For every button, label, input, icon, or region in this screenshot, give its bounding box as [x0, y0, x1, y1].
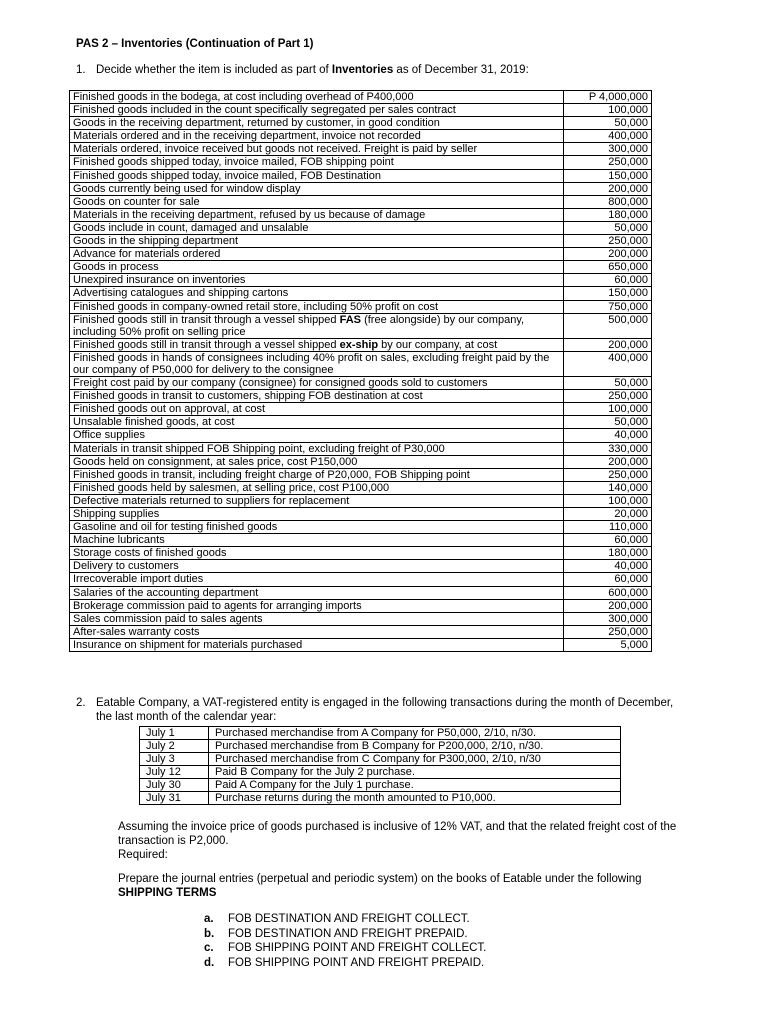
- table-row: [70, 599, 652, 612]
- table-row: [70, 221, 652, 234]
- table-row: [70, 586, 652, 599]
- option-letter: b.: [204, 927, 215, 940]
- transaction-date: July 2: [140, 740, 209, 753]
- table-row: [70, 521, 652, 534]
- item-value: 800,000: [564, 195, 652, 208]
- item-description: [70, 416, 564, 429]
- transaction-description: Paid A Company for the July 1 purchase.: [209, 779, 621, 792]
- item-value: 60,000: [564, 534, 652, 547]
- item-description: [70, 560, 564, 573]
- item-value: 40,000: [564, 429, 652, 442]
- item-description-part: Freight cost paid by our company (consignee) for consigned goods sold to customers: [73, 377, 488, 390]
- table-row: [70, 638, 652, 651]
- item-description: [70, 130, 564, 143]
- item-value: 100,000: [564, 104, 652, 117]
- transaction-date: July 12: [140, 766, 209, 779]
- item-value: 50,000: [564, 117, 652, 130]
- transaction-row: [140, 753, 621, 766]
- shipping-terms-options: [204, 912, 486, 970]
- table-row: [70, 481, 652, 494]
- item-description-part: Irrecoverable import duties: [73, 573, 204, 586]
- item-description-part: Insurance on shipment for materials purchased: [73, 638, 303, 651]
- question-1-number: 1.: [76, 64, 86, 76]
- item-description-part: by our company, at cost: [378, 338, 498, 351]
- item-value: 650,000: [564, 261, 652, 274]
- item-description: [70, 195, 564, 208]
- table-row: [70, 338, 652, 351]
- transactions-body: [140, 727, 621, 805]
- item-description: [70, 494, 564, 507]
- item-description-part: Finished goods still in transit through a vessel shipped: [73, 338, 340, 351]
- table-row: [70, 208, 652, 221]
- item-value: 400,000: [564, 130, 652, 143]
- item-description-part: Finished goods still in transit through a vessel shipped: [73, 313, 340, 326]
- item-description-part: FAS: [339, 313, 362, 326]
- item-description-part: After-sales warranty costs: [73, 625, 200, 638]
- item-value: 330,000: [564, 442, 652, 455]
- shipping-term-option: [204, 912, 486, 927]
- item-value: 500,000: [564, 313, 652, 338]
- table-row: [70, 300, 652, 313]
- item-value: 250,000: [564, 235, 652, 248]
- table-row: [70, 403, 652, 416]
- item-description-part: Finished goods held by salesmen, at selling price, cost P100,000: [73, 481, 390, 494]
- item-description: [70, 638, 564, 651]
- item-description-part: Unsalable finished goods, at cost: [73, 416, 235, 429]
- table-row: [70, 261, 652, 274]
- item-description-part: Sales commission paid to sales agents: [73, 612, 263, 625]
- item-description: [70, 261, 564, 274]
- item-description-part: Materials ordered and in the receiving department, invoice not recorded: [73, 130, 421, 143]
- option-letter: c.: [204, 942, 214, 954]
- item-description-part: Advance for materials ordered: [73, 248, 221, 261]
- item-description: [70, 625, 564, 638]
- table-row: [70, 313, 652, 338]
- transaction-date: July 30: [140, 779, 209, 792]
- item-description: [70, 248, 564, 261]
- item-description-part: Machine lubricants: [73, 534, 165, 547]
- item-description-part: Office supplies: [73, 429, 145, 442]
- item-description: [70, 442, 564, 455]
- question-2-number: 2.: [76, 697, 86, 709]
- item-value: 100,000: [564, 403, 652, 416]
- table-row: [70, 235, 652, 248]
- item-description: [70, 300, 564, 313]
- item-description: [70, 235, 564, 248]
- table-row: [70, 130, 652, 143]
- item-description: [70, 338, 564, 351]
- instruction-block: [118, 872, 718, 900]
- transaction-row: [140, 779, 621, 792]
- shipping-term-option: [204, 927, 486, 942]
- item-description: [70, 287, 564, 300]
- table-row: [70, 508, 652, 521]
- item-description-part: Unexpired insurance on inventories: [73, 274, 246, 287]
- question-2: [76, 696, 676, 724]
- item-description: [70, 274, 564, 287]
- item-description-part: Defective materials returned to suppliers for replacement: [73, 494, 350, 507]
- item-description: [70, 599, 564, 612]
- item-description: [70, 156, 564, 169]
- item-description: [70, 403, 564, 416]
- item-description-part: Goods include in count, damaged and unsalable: [73, 221, 309, 234]
- shipping-term-option: [204, 956, 486, 971]
- transaction-description: Purchased merchandise from C Company for P300,000, 2/10, n/30: [209, 753, 621, 766]
- option-letter: a.: [204, 913, 214, 925]
- assumption-block: [118, 820, 718, 862]
- assumption-text: Assuming the invoice price of goods purchased is inclusive of 12% VAT, and that the related freight cost of the transaction is P2,000.: [118, 821, 677, 847]
- item-description: [70, 521, 564, 534]
- item-description-part: Goods on counter for sale: [73, 195, 200, 208]
- item-value: 200,000: [564, 248, 652, 261]
- item-value: 600,000: [564, 586, 652, 599]
- item-description-part: Finished goods in transit to customers, shipping FOB destination at cost: [73, 390, 423, 403]
- table-row: [70, 351, 652, 376]
- shipping-terms-label: SHIPPING TERMS: [118, 887, 217, 899]
- shipping-term-option: [204, 941, 486, 956]
- question-1: [76, 64, 529, 76]
- question-1-text-after: as of December 31, 2019:: [393, 64, 529, 76]
- item-value: P 4,000,000: [564, 91, 652, 104]
- item-description-part: Gasoline and oil for testing finished goods: [73, 521, 278, 534]
- item-value: 200,000: [564, 455, 652, 468]
- item-description: [70, 351, 564, 376]
- item-value: 50,000: [564, 377, 652, 390]
- item-value: 5,000: [564, 638, 652, 651]
- item-value: 750,000: [564, 300, 652, 313]
- table-row: [70, 455, 652, 468]
- item-description-part: Finished goods in hands of consignees including 40% profit on sales, excluding freight paid by the our company of P50,000 for delivery to the consignee: [73, 351, 550, 376]
- transaction-date: July 31: [140, 792, 209, 805]
- table-row: [70, 547, 652, 560]
- table-row: [70, 429, 652, 442]
- item-description: [70, 91, 564, 104]
- item-value: 400,000: [564, 351, 652, 376]
- item-description-part: Goods in the receiving department, returned by customer, in good condition: [73, 117, 440, 130]
- item-description-part: (free alongside) by our company, including 50% profit on selling price: [73, 313, 525, 338]
- table-row: [70, 182, 652, 195]
- item-value: 200,000: [564, 599, 652, 612]
- item-value: 180,000: [564, 547, 652, 560]
- item-value: 200,000: [564, 182, 652, 195]
- required-label: Required:: [118, 849, 168, 861]
- item-description-part: Materials in the receiving department, refused by us because of damage: [73, 208, 426, 221]
- item-value: 250,000: [564, 390, 652, 403]
- table-row: [70, 104, 652, 117]
- item-value: 150,000: [564, 287, 652, 300]
- item-description-part: Finished goods out on approval, at cost: [73, 403, 266, 416]
- option-text: FOB SHIPPING POINT AND FREIGHT COLLECT.: [228, 942, 487, 954]
- item-value: 60,000: [564, 274, 652, 287]
- item-description: [70, 169, 564, 182]
- table-row: [70, 195, 652, 208]
- item-description: [70, 586, 564, 599]
- item-description-part: Goods in process: [73, 261, 159, 274]
- table-row: [70, 416, 652, 429]
- item-description-part: Goods in the shipping department: [73, 235, 239, 248]
- item-description-part: Shipping supplies: [73, 508, 160, 520]
- option-text: FOB DESTINATION AND FREIGHT COLLECT.: [228, 913, 470, 925]
- table-row: [70, 287, 652, 300]
- item-description: [70, 481, 564, 494]
- item-description: [70, 547, 564, 560]
- table-row: [70, 274, 652, 287]
- item-description: [70, 313, 564, 338]
- transaction-row: [140, 766, 621, 779]
- item-description-part: Materials ordered, invoice received but goods not received. Freight is paid by seller: [73, 143, 478, 156]
- item-value: 20,000: [564, 508, 652, 521]
- table-row: [70, 390, 652, 403]
- transaction-description: Purchased merchandise from B Company for P200,000, 2/10, n/30.: [209, 740, 621, 753]
- item-description-part: Finished goods shipped today, invoice mailed, FOB shipping point: [73, 156, 394, 169]
- option-letter: d.: [204, 956, 215, 969]
- item-value: 60,000: [564, 573, 652, 586]
- table-row: [70, 248, 652, 261]
- item-description: [70, 143, 564, 156]
- item-value: 40,000: [564, 560, 652, 573]
- table-row: [70, 377, 652, 390]
- item-description-part: Finished goods in company-owned retail store, including 50% profit on cost: [73, 300, 439, 313]
- item-description: [70, 612, 564, 625]
- item-description: [70, 221, 564, 234]
- item-description: [70, 182, 564, 195]
- table-row: [70, 573, 652, 586]
- item-description-part: Delivery to customers: [73, 560, 179, 573]
- transaction-row: [140, 792, 621, 805]
- table-row: [70, 156, 652, 169]
- item-value: 140,000: [564, 481, 652, 494]
- question-1-text-before: Decide whether the item is included as part of: [96, 64, 332, 76]
- question-1-text-bold: Inventories: [331, 64, 394, 76]
- item-description-part: Finished goods shipped today, invoice mailed, FOB Destination: [73, 169, 381, 182]
- item-value: 50,000: [564, 221, 652, 234]
- transaction-description: Paid B Company for the July 2 purchase.: [209, 766, 621, 779]
- inventory-items-table: [69, 90, 652, 652]
- page-title: PAS 2 – Inventories (Continuation of Part 1): [76, 38, 314, 50]
- item-description-part: Finished goods in transit, including freight charge of P20,000, FOB Shipping point: [73, 468, 470, 481]
- item-value: 300,000: [564, 612, 652, 625]
- transaction-date: July 3: [140, 753, 209, 766]
- item-value: 250,000: [564, 156, 652, 169]
- item-value: 100,000: [564, 494, 652, 507]
- item-value: 250,000: [564, 468, 652, 481]
- option-text: FOB SHIPPING POINT AND FREIGHT PREPAID.: [228, 956, 485, 969]
- item-description: [70, 117, 564, 130]
- item-value: 150,000: [564, 169, 652, 182]
- item-description: [70, 508, 564, 521]
- item-description-part: ex-ship: [339, 338, 379, 351]
- item-value: 250,000: [564, 625, 652, 638]
- item-value: 50,000: [564, 416, 652, 429]
- item-description-part: Finished goods in the bodega, at cost including overhead of P400,000: [73, 91, 414, 103]
- item-description: [70, 534, 564, 547]
- transaction-row: [140, 727, 621, 740]
- item-description-part: Storage costs of finished goods: [73, 547, 227, 560]
- item-value: 200,000: [564, 338, 652, 351]
- table-row: [70, 560, 652, 573]
- item-description: [70, 573, 564, 586]
- table-row: [70, 534, 652, 547]
- item-description-part: Materials in transit shipped FOB Shipping point, excluding freight of P30,000: [73, 442, 445, 455]
- table-row: [70, 494, 652, 507]
- transaction-date: July 1: [140, 727, 209, 740]
- item-value: 110,000: [564, 521, 652, 534]
- transaction-row: [140, 740, 621, 753]
- item-description-part: Finished goods included in the count specifically segregated per sales contract: [73, 104, 456, 117]
- item-description: [70, 104, 564, 117]
- inventory-items-body: [70, 91, 652, 652]
- table-row: [70, 625, 652, 638]
- table-row: [70, 468, 652, 481]
- item-description: [70, 390, 564, 403]
- transactions-table: [139, 726, 621, 805]
- instruction-text: Prepare the journal entries (perpetual and periodic system) on the books of Eatable under the following: [118, 873, 642, 885]
- table-row: [70, 91, 652, 104]
- table-row: [70, 442, 652, 455]
- item-description: [70, 208, 564, 221]
- table-row: [70, 117, 652, 130]
- table-row: [70, 143, 652, 156]
- table-row: [70, 612, 652, 625]
- question-2-text: Eatable Company, a VAT-registered entity is engaged in the following transactions during the month of December, the last month of the calendar year:: [96, 697, 674, 723]
- item-description-part: Goods currently being used for window display: [73, 182, 301, 195]
- item-description: [70, 429, 564, 442]
- option-text: FOB DESTINATION AND FREIGHT PREPAID.: [228, 927, 468, 940]
- item-description-part: Brokerage commission paid to agents for arranging imports: [73, 599, 362, 612]
- item-description: [70, 377, 564, 390]
- item-description: [70, 455, 564, 468]
- item-description: [70, 468, 564, 481]
- table-row: [70, 169, 652, 182]
- item-description-part: Salaries of the accounting department: [73, 586, 259, 599]
- transaction-description: Purchased merchandise from A Company for P50,000, 2/10, n/30.: [209, 727, 621, 740]
- item-value: 180,000: [564, 208, 652, 221]
- transaction-description: Purchase returns during the month amounted to P10,000.: [209, 792, 621, 805]
- item-description-part: Advertising catalogues and shipping cartons: [73, 287, 289, 300]
- item-description-part: Goods held on consignment, at sales price, cost P150,000: [73, 455, 358, 468]
- item-value: 300,000: [564, 143, 652, 156]
